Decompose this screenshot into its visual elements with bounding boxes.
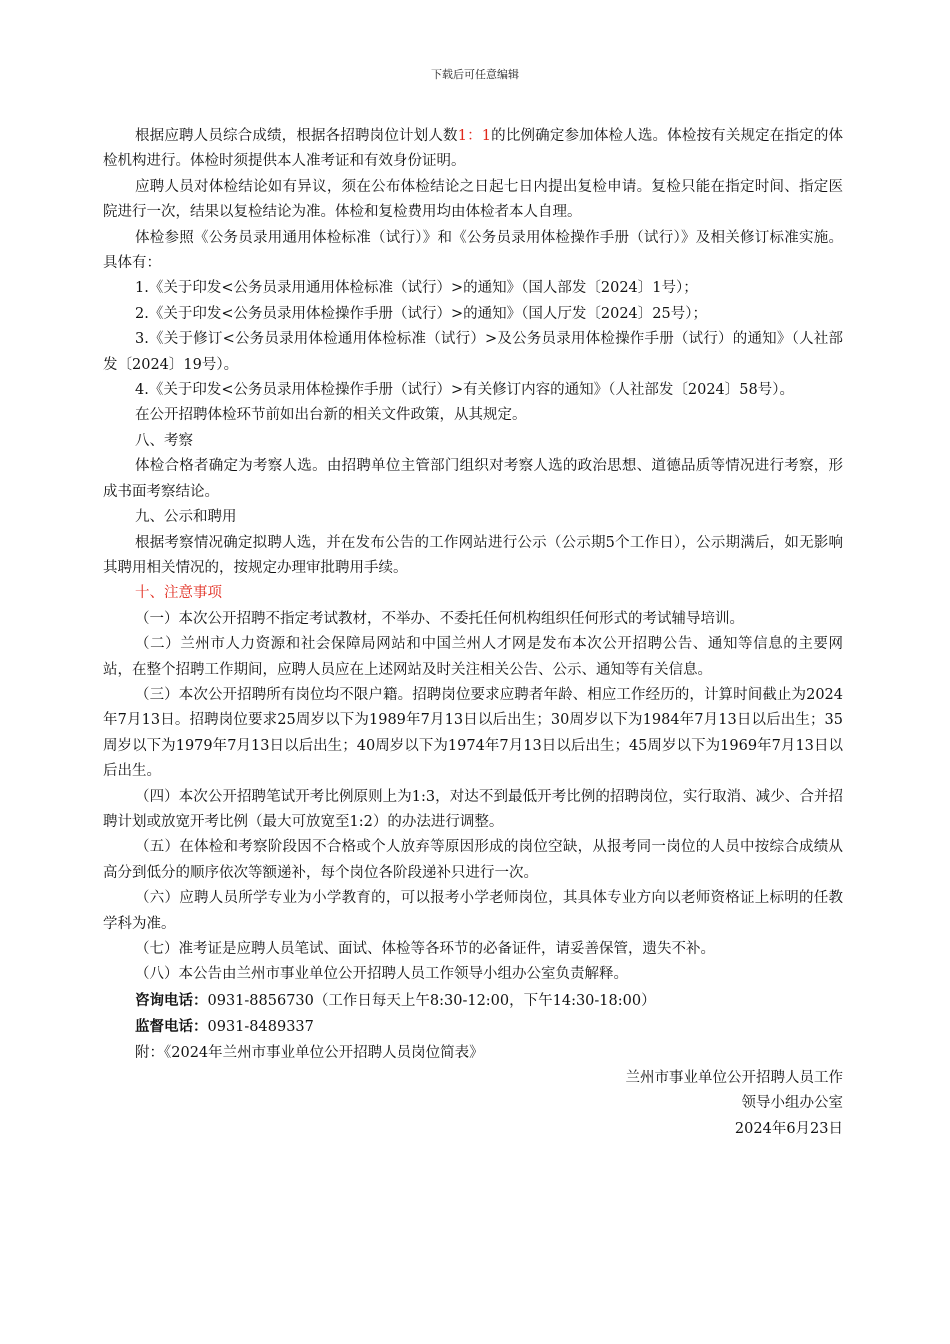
note-item-1: （一）本次公开招聘不指定考试教材，不举办、不委托任何机构组织任何形式的考试辅导培训。 — [135, 610, 744, 627]
note-item-6: （六）应聘人员所学专业为小学教育的，可以报考小学老师岗位，其具体专业方向以老师资格证上标明的任教学科为准。 — [103, 890, 843, 932]
heading-number: 十、 — [135, 585, 164, 602]
list-item-standard-2: 2.《关于印发<公务员录用体检操作手册（试行）>的通知》（国人厅发〔2024〕25号）； — [135, 305, 707, 322]
note-item-3: （三）本次公开招聘所有岗位均不限户籍。招聘岗位要求应聘者年龄、相应工作经历的，计算时间截止为2024年7月13日。招聘岗位要求25周岁以下为1989年7月13日以后出生；30周岁以下为1984年7月13日以后出生；35周岁以下为1979年7月13日以后出生；40周岁以下为1974年7月13日以后出生；45周岁以下为1969年7月13日以后出生。 — [103, 686, 843, 780]
list-item-standard-1: 1.《关于印发<公务员录用通用体检标准（试行）>的通知》（国人部发〔2024〕1号）； — [135, 280, 698, 297]
heading-title: 注意事项 — [164, 585, 222, 602]
signature-org-line1: 兰州市事业单位公开招聘人员工作 — [625, 1070, 843, 1087]
paragraph-text: 的比例确定参加体检人选。体检按有关规定在指定的体检机构进行。体检时须提供本人准考证和有效身份证明。 — [103, 128, 844, 170]
page-header-note: 下载后可任意编辑 — [431, 68, 519, 81]
section-heading-notes — [103, 581, 843, 606]
paragraph-text: 根据应聘人员综合成绩，根据各招聘岗位计划人数 — [135, 128, 458, 144]
signature-org-line2: 领导小组办公室 — [741, 1095, 843, 1112]
note-item-5: （五）在体检和考察阶段因不合格或个人放弃等原因形成的岗位空缺，从报考同一岗位的人员中按综合成绩从高分到低分的顺序依次等额递补，每个岗位各阶段递补只进行一次。 — [103, 839, 843, 881]
signature-date: 2024年6月23日 — [734, 1120, 843, 1137]
paragraph-new-policy: 在公开招聘体检环节前如出台新的相关文件政策，从其规定。 — [135, 407, 527, 424]
list-item-standard-4: 4.《关于印发<公务员录用体检操作手册（试行）>有关修订内容的通知》（人社部发〔2024〕58号）。 — [135, 382, 794, 399]
paragraph-publicity: 根据考察情况确定拟聘人选，并在发布公告的工作网站进行公示（公示期5个工作日），公示期满后，如无影响其聘用相关情况的，按规定办理审批聘用手续。 — [103, 534, 843, 576]
supervise-phone-value: 0931-8489337 — [207, 1019, 314, 1036]
ratio-highlight: 1：1 — [457, 128, 491, 144]
section-heading-publicity: 九、公示和聘用 — [135, 509, 237, 526]
note-item-8: （八）本公告由兰州市事业单位公开招聘人员工作领导小组办公室负责解释。 — [135, 966, 628, 983]
consult-phone-line — [103, 988, 843, 1014]
consult-phone-value: 0931-8856730（工作日每天上午8:30-12:00，下午14:30-18:00） — [207, 992, 656, 1009]
paragraph-physical-exam-selection — [103, 124, 843, 175]
paragraph-recheck: 应聘人员对体检结论如有异议，须在公布体检结论之日起七日内提出复检申请。复检只能在指定时间、指定医院进行一次，结果以复检结论为准。体检和复检费用均由体检者本人自理。 — [103, 178, 843, 221]
note-item-4: （四）本次公开招聘笔试开考比例原则上为1:3，对达不到最低开考比例的招聘岗位，实行取消、减少、合并招聘计划或放宽开考比例（最大可放宽至1:2）的办法进行调整。 — [103, 788, 843, 830]
paragraph-inspection: 体检合格者确定为考察人选。由招聘单位主管部门组织对考察人选的政治思想、道德品质等情况进行考察，形成书面考察结论。 — [103, 458, 843, 500]
consult-phone-label: 咨询电话： — [135, 991, 208, 1009]
section-heading-inspection: 八、考察 — [135, 432, 193, 449]
attachment-line: 附：《2024年兰州市事业单位公开招聘人员岗位简表》 — [135, 1044, 484, 1061]
note-item-2: （二）兰州市人力资源和社会保障局网站和中国兰州人才网是发布本次公开招聘公告、通知等信息的主要网站，在整个招聘工作期间，应聘人员应在上述网站及时关注相关公告、公示、通知等有关信息。 — [103, 636, 843, 678]
note-item-7: （七）准考证是应聘人员笔试、面试、体检等各环节的必备证件，请妥善保管，遗失不补。 — [135, 941, 715, 957]
document-body — [103, 124, 843, 1142]
supervise-phone-label: 监督电话： — [135, 1018, 208, 1036]
paragraph-exam-standards: 体检参照《公务员录用通用体检标准（试行）》和《公务员录用体检操作手册（试行）》及相关修订标准实施。具体有： — [103, 229, 843, 272]
supervise-phone-line — [103, 1014, 843, 1040]
list-item-standard-3: 3.《关于修订<公务员录用体检通用体检标准（试行）>及公务员录用体检操作手册（试行）的通知》（人社部发〔2024〕19号）。 — [103, 331, 843, 373]
